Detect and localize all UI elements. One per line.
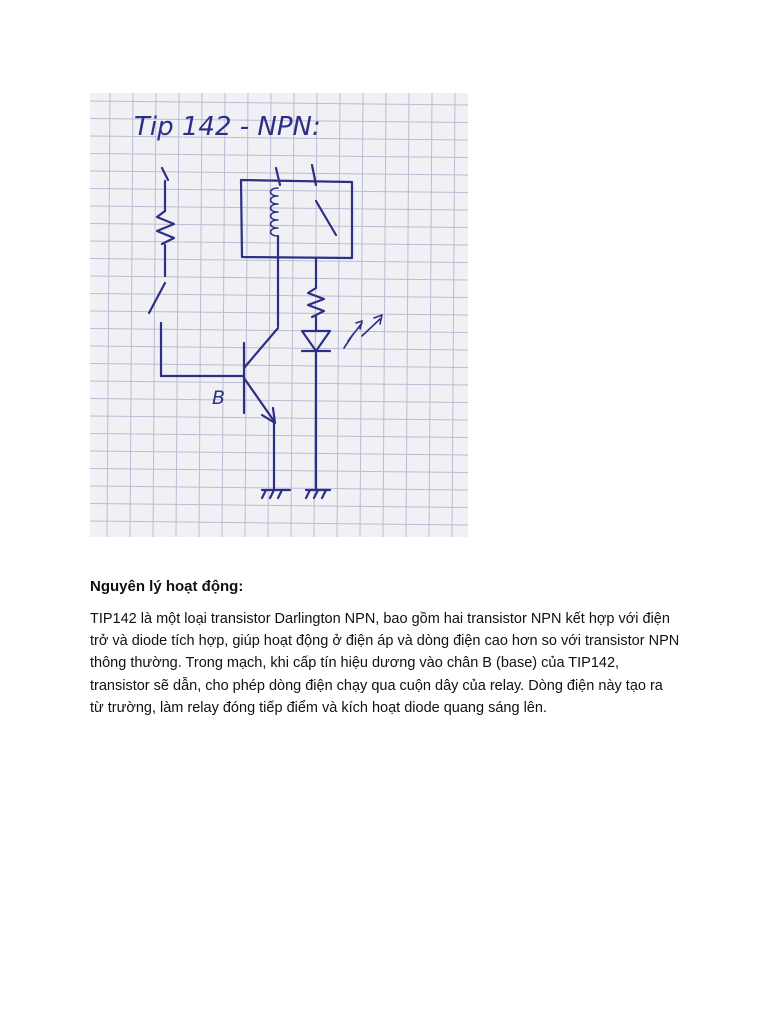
section-paragraph: TIP142 là một loại transistor Darlington NPN, bao gồm hai transistor NPN kết hợp với điện trở và diode tích hợp, giúp hoạt động ở điện áp và dòng điện cao hơn so với transistor NPN thông thường. Trong mạch, khi cấp tín hiệu dương vào chân B (base) của TIP142, transistor sẽ dẫn, cho phép dòng điện chạy qua cuộn dây của relay. Dòng điện này tạo ra từ trường, làm relay đóng tiếp điểm và kích hoạt diode quang sáng lên. bbox=[90, 611, 680, 716]
handwritten-title: Tip 142 - NPN: bbox=[134, 112, 321, 142]
section-heading: Nguyên lý hoạt động: bbox=[90, 578, 244, 595]
circuit-sketch bbox=[90, 93, 468, 537]
circuit-sketch-photo bbox=[90, 93, 468, 537]
base-label: B bbox=[212, 387, 226, 409]
